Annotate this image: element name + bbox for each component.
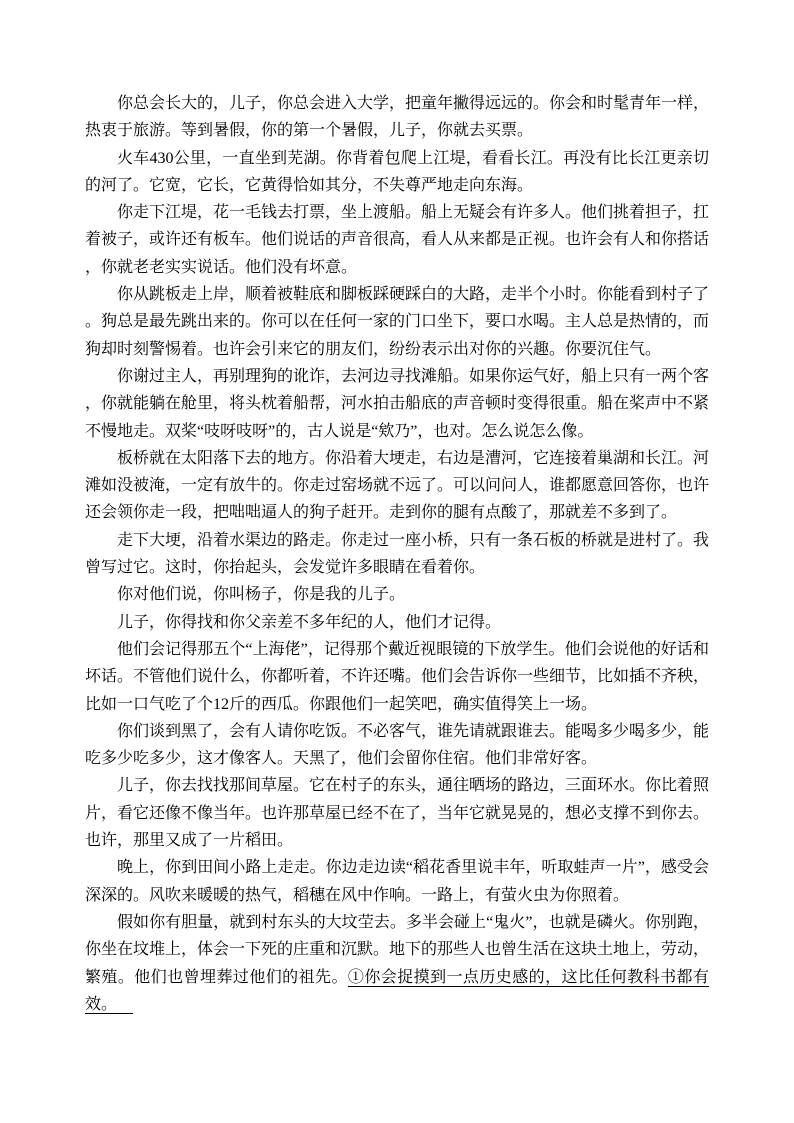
paragraph-7: 走下大埂，沿着水渠边的路走。你走过一座小桥，只有一条石板的桥就是进村了。我曾写过它。这时，你抬起头，会发觉许多眼睛在看着你。 xyxy=(85,531,710,577)
paragraph-4: 你从跳板走上岸，顺着被鞋底和脚板踩硬踩白的大路，走半个小时。你能看到村子了。狗总是最先跳出来的。你可以在任何一家的门口坐下，要口水喝。主人总是热情的，而狗却时刻警惕着。也许会引来它的朋友们，纷纷表示出对你的兴趣。你要沉住气。 xyxy=(85,286,710,358)
paragraph-5: 你谢过主人，再别理狗的讹诈，去河边寻找滩船。如果你运气好，船上只有一两个客，你就能躺在舱里，将头枕着船帮，河水拍击船底的声音顿时变得很重。船在桨声中不紧不慢地走。双桨“吱呀吱呀”的，古人说是“欸乃”，也对。怎么说怎么像。 xyxy=(85,367,710,440)
paragraph-1: 你总会长大的，儿子，你总会进入大学，把童年撇得远远的。你会和时髦青年一样，热衷于旅游。等到暑假，你的第一个暑假，儿子，你就去买票。 xyxy=(85,95,710,140)
paragraph-10: 他们会记得那五个“上海佬”，记得那个戴近视眼镜的下放学生。他们会说他的好话和坏话。不管他们说什么，你都听着，不许还嘴。他们会告诉你一些细节，比如插不齐秧，比如一口气吃了个12斤的西瓜。你跟他们一起笑吧，确实值得笑上一场。 xyxy=(85,640,710,713)
paragraph-3: 你走下江堤，花一毛钱去打票，坐上渡船。船上无疑会有许多人。他们挑着担子，扛着被子，或许还有板车。他们说话的声音很高，看人从来都是正视。也许会有人和你搭话，你就老老实实说话。他们没有坏意。 xyxy=(85,204,710,276)
paragraph-final xyxy=(85,909,709,1018)
paragraph-13: 晚上，你到田间小路上走走。你边走边读“稻花香里说丰年，听取蛙声一片”，感受会深深的。风吹来暖暖的热气，稻穗在风中作响。一路上，有萤火虫为你照着。 xyxy=(85,859,709,904)
underlined-sentence: ①你会捉摸到一点历史感的，这比任何教科书都有效。 xyxy=(85,968,709,1013)
paragraph-6: 板桥就在太阳落下去的地方。你沿着大埂走，右边是漕河，它连接着巢湖和长江。河滩如没被淹，一定有放牛的。你走过窑场就不远了。可以问问人，谁都愿意回答你，也许还会领你走一段，把咄咄逼人的狗子赶开。走到你的腿有点酸了，那就差不多到了。 xyxy=(85,449,710,522)
paragraph-11: 你们谈到黑了，会有人请你吃饭。不必客气，谁先请就跟谁去。能喝多少喝多少，能吃多少吃多少，这才像客人。天黑了，他们会留你住宿。他们非常好客。 xyxy=(85,722,710,768)
paragraph-2: 火车430公里，一直坐到芜湖。你背着包爬上江堤，看看长江。再没有比长江更亲切的河了。它宽，它长，它黄得恰如其分，不失尊严地走向东海。 xyxy=(85,149,709,194)
paragraph-9: 儿子，你得找和你父亲差不多年纪的人，他们才记得。 xyxy=(117,613,502,631)
paragraph-12: 儿子，你去找找那间草屋。它在村子的东头，通往晒场的路边，三面环水。你比着照片，看它还像不像当年。也许那草屋已经不在了，当年它就晃晃的，想必支撑不到你去。也许，那里又成了一片稻田。 xyxy=(85,777,710,850)
document-body xyxy=(85,90,709,1018)
final-paragraph-lead-text: 假如你有胆量，就到村东头的大坟茔去。多半会碰上“鬼火”，也就是磷火。你别跑，你坐在坟堆上，体会一下死的庄重和沉默。地下的那些人也曾生活在这块土地上，劳动，繁殖。他们也曾埋葬过他们的祖先。 xyxy=(85,913,710,986)
paragraph-8: 你对他们说，你叫杨子，你是我的儿子。 xyxy=(117,586,406,604)
